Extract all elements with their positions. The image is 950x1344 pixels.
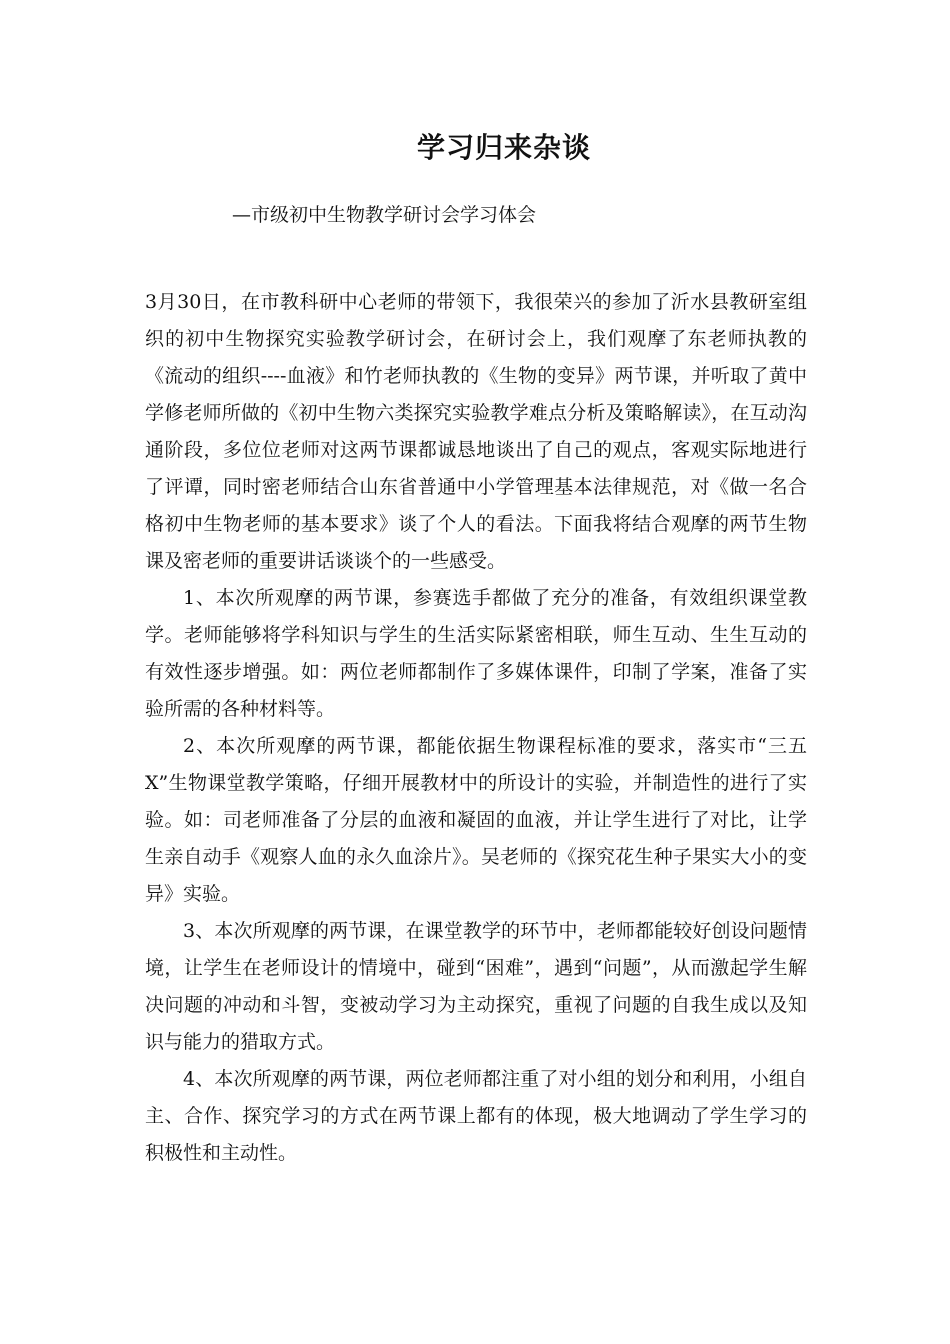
document-title: 学习归来杂谈	[416, 131, 591, 164]
paragraph-intro: 3月30日，在市教科研中心老师的带领下，我很荣兴的参加了沂水县教研室组织的初中生物探究实验教学研讨会，在研讨会上，我们观摩了东老师执教的《流动的组织----血液》和竹老师执教的《生物的变异》两节课，并听取了黄中学修老师所做的《初中生物六类探究实验教学难点分析及策略解读》，在互动沟通阶段，多位位老师对这两节课都诚恳地谈出了自己的观点，客观实际地进行了评谭，同时密老师结合山东省普通中小学管理基本法律规范，对《做一名合格初中生物老师的基本要求》谈了个人的看法。下面我将结合观摩的两节生物课及密老师的重要讲话谈谈个的一些感受。	[145, 291, 807, 572]
document-body	[145, 284, 807, 1172]
paragraph-point-4: 4、本次所观摩的两节课，两位老师都注重了对小组的划分和利用，小组自主、合作、探究学习的方式在两节课上都有的体现，极大地调动了学生学习的积极性和主动性。	[145, 1068, 807, 1164]
paragraph-point-1: 1、本次所观摩的两节课，参赛选手都做了充分的准备，有效组织课堂教学。老师能够将学科知识与学生的生活实际紧密相联，师生互动、生生互动的有效性逐步增强。如：两位老师都制作了多媒体课件，印制了学案，准备了实验所需的各种材料等。	[145, 587, 807, 720]
paragraph-point-3: 3、本次所观摩的两节课，在课堂教学的环节中，老师都能较好创设问题情境，让学生在老师设计的情境中，碰到“困难”，遇到“问题”，从而激起学生解决问题的冲动和斗智，变被动学习为主动探究，重视了问题的自我生成以及知识与能力的猎取方式。	[145, 920, 807, 1053]
document-subtitle: —市级初中生物教学研讨会学习体会	[232, 204, 537, 226]
paragraph-point-2: 2、本次所观摩的两节课，都能依据生物课程标准的要求，落实市“三五X”生物课堂教学策略，仔细开展教材中的所设计的实验，并制造性的进行了实验。如：司老师准备了分层的血液和凝固的血液，并让学生进行了对比，让学生亲自动手《观察人血的永久血涂片》。吴老师的《探究花生种子果实大小的变异》实验。	[145, 735, 807, 905]
